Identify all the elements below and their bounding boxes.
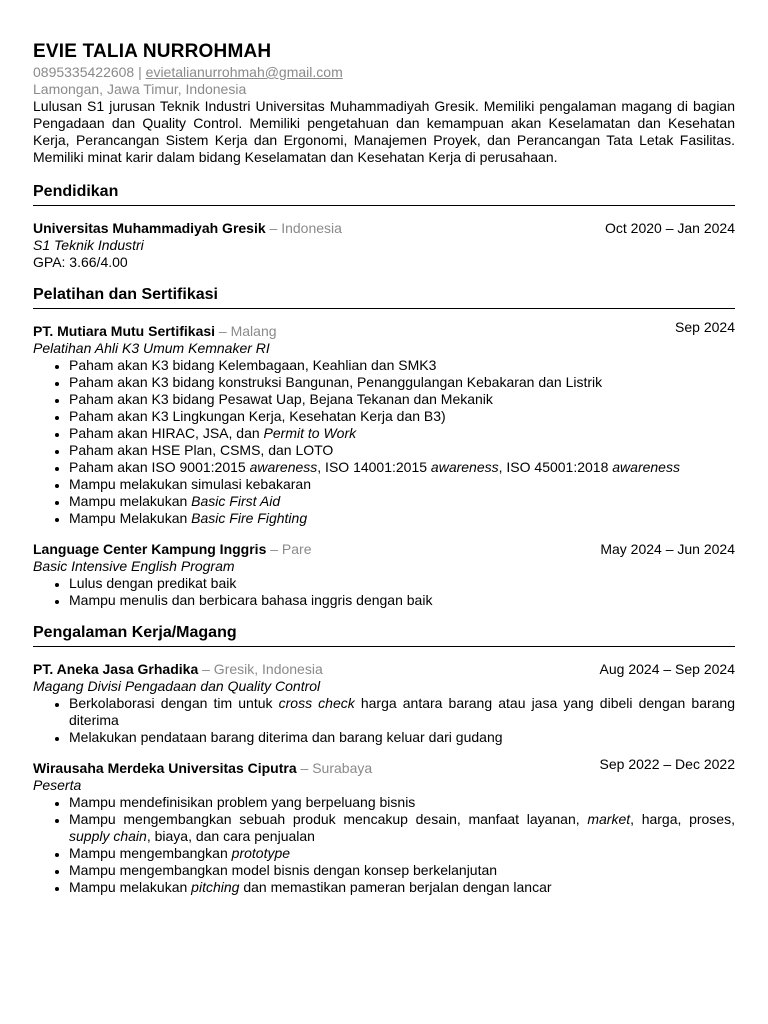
header — [33, 40, 735, 166]
gpa: GPA: 3.66/4.00 — [33, 254, 128, 270]
list-item: • Lulus dengan predikat baik — [69, 575, 735, 592]
list-item: • Paham akan HSE Plan, CSMS, dan LOTO — [69, 442, 735, 459]
list-item: • Mampu Melakukan Basic Fire Fighting — [69, 510, 735, 527]
org-name: PT. Aneka Jasa Grhadika — [33, 661, 199, 677]
contact-line — [33, 64, 735, 81]
email-link[interactable]: evietalianurrohmah@gmail.com — [145, 64, 343, 80]
list-item: • Mampu melakukan Basic First Aid — [69, 493, 735, 510]
list-item: • Mampu melakukan pitching dan memastikan pameran berjalan dengan lancar — [69, 879, 735, 896]
list-item: • Mampu mengembangkan prototype — [69, 845, 735, 862]
bullet-list — [33, 695, 735, 746]
list-item: • Paham akan K3 bidang konstruksi Bangunan, Penanggulangan Kebakaran dan Listrik — [69, 374, 735, 391]
school-location: – Indonesia — [265, 220, 342, 236]
experience-entry — [33, 661, 735, 746]
degree: S1 Teknik Industri — [33, 237, 144, 253]
experience-section — [33, 623, 735, 896]
location: Lamongan, Jawa Timur, Indonesia — [33, 81, 247, 97]
entry-date: May 2024 – Jun 2024 — [600, 541, 735, 557]
education-date: Oct 2020 – Jan 2024 — [605, 220, 735, 236]
org-location: – Surabaya — [296, 760, 373, 776]
phone-number: 0895335422608 — [33, 64, 135, 80]
contact-separator: | — [134, 64, 146, 80]
list-item: • Paham akan K3 bidang Kelembagaan, Keahlian dan SMK3 — [69, 357, 735, 374]
bullet-list — [33, 794, 735, 896]
org-location: – Malang — [215, 323, 277, 339]
list-item: • Mampu mengembangkan sebuah produk mencakup desain, manfaat layanan, market, harga, proses, supply chain, biaya, dan cara penjualan — [69, 811, 735, 845]
org-name: PT. Mutiara Mutu Sertifikasi — [33, 323, 216, 339]
entry-date: Sep 2024 — [675, 319, 735, 335]
list-item: • Paham akan HIRAC, JSA, dan Permit to Work — [69, 425, 735, 442]
experience-entry — [33, 756, 735, 896]
entry-role: Peserta — [33, 777, 82, 793]
list-item: • Mampu menulis dan berbicara bahasa inggris dengan baik — [69, 592, 735, 609]
org-location: – Pare — [266, 541, 312, 557]
entry-date: Aug 2024 – Sep 2024 — [599, 661, 735, 677]
training-section — [33, 285, 735, 609]
education-title: Pendidikan — [33, 182, 735, 206]
entry-role: Magang Divisi Pengadaan dan Quality Control — [33, 678, 321, 694]
summary: Lulusan S1 jurusan Teknik Industri Universitas Muhammadiyah Gresik. Memiliki pengalaman magang di bagian Pengadaan dan Quality Control. Memiliki pengetahuan dan kemampuan akan Keselamatan dan Kesehatan Kerja, Perancangan Sistem Kerja dan Ergonomi, Manajemen Proyek, dan Perancangan Tata Letak Fasilitas. Memiliki minat karir dalam bidang Keselamatan dan Kesehatan Kerja di perusahaan. — [33, 98, 735, 165]
school-name: Universitas Muhammadiyah Gresik — [33, 220, 266, 236]
bullet-list — [33, 357, 735, 527]
org-name: Language Center Kampung Inggris — [33, 541, 267, 557]
list-item: • Paham akan K3 Lingkungan Kerja, Kesehatan Kerja dan B3) — [69, 408, 735, 425]
training-entry — [33, 319, 735, 527]
education-entry — [33, 220, 735, 271]
entry-date: Sep 2022 – Dec 2022 — [599, 756, 735, 772]
candidate-name: EVIE TALIA NURROHMAH — [33, 41, 272, 62]
list-item: • Melakukan pendataan barang diterima dan barang keluar dari gudang — [69, 729, 735, 746]
training-entry — [33, 541, 735, 609]
org-location: – Gresik, Indonesia — [198, 661, 323, 677]
org-name: Wirausaha Merdeka Universitas Ciputra — [33, 760, 297, 776]
entry-role: Basic Intensive English Program — [33, 558, 235, 574]
experience-title: Pengalaman Kerja/Magang — [33, 623, 735, 647]
education-section — [33, 182, 735, 271]
list-item: • Paham akan K3 bidang Pesawat Uap, Bejana Tekanan dan Mekanik — [69, 391, 735, 408]
training-title: Pelatihan dan Sertifikasi — [33, 285, 735, 309]
list-item: • Mampu mendefinisikan problem yang berpeluang bisnis — [69, 794, 735, 811]
bullet-list — [33, 575, 735, 609]
list-item: • Paham akan ISO 9001:2015 awareness, ISO 14001:2015 awareness, ISO 45001:2018 awareness — [69, 459, 735, 476]
entry-role: Pelatihan Ahli K3 Umum Kemnaker RI — [33, 340, 270, 356]
list-item: • Mampu mengembangkan model bisnis dengan konsep berkelanjutan — [69, 862, 735, 879]
list-item: • Berkolaborasi dengan tim untuk cross check harga antara barang atau jasa yang dibeli dengan barang diterima — [69, 695, 735, 729]
list-item: • Mampu melakukan simulasi kebakaran — [69, 476, 735, 493]
